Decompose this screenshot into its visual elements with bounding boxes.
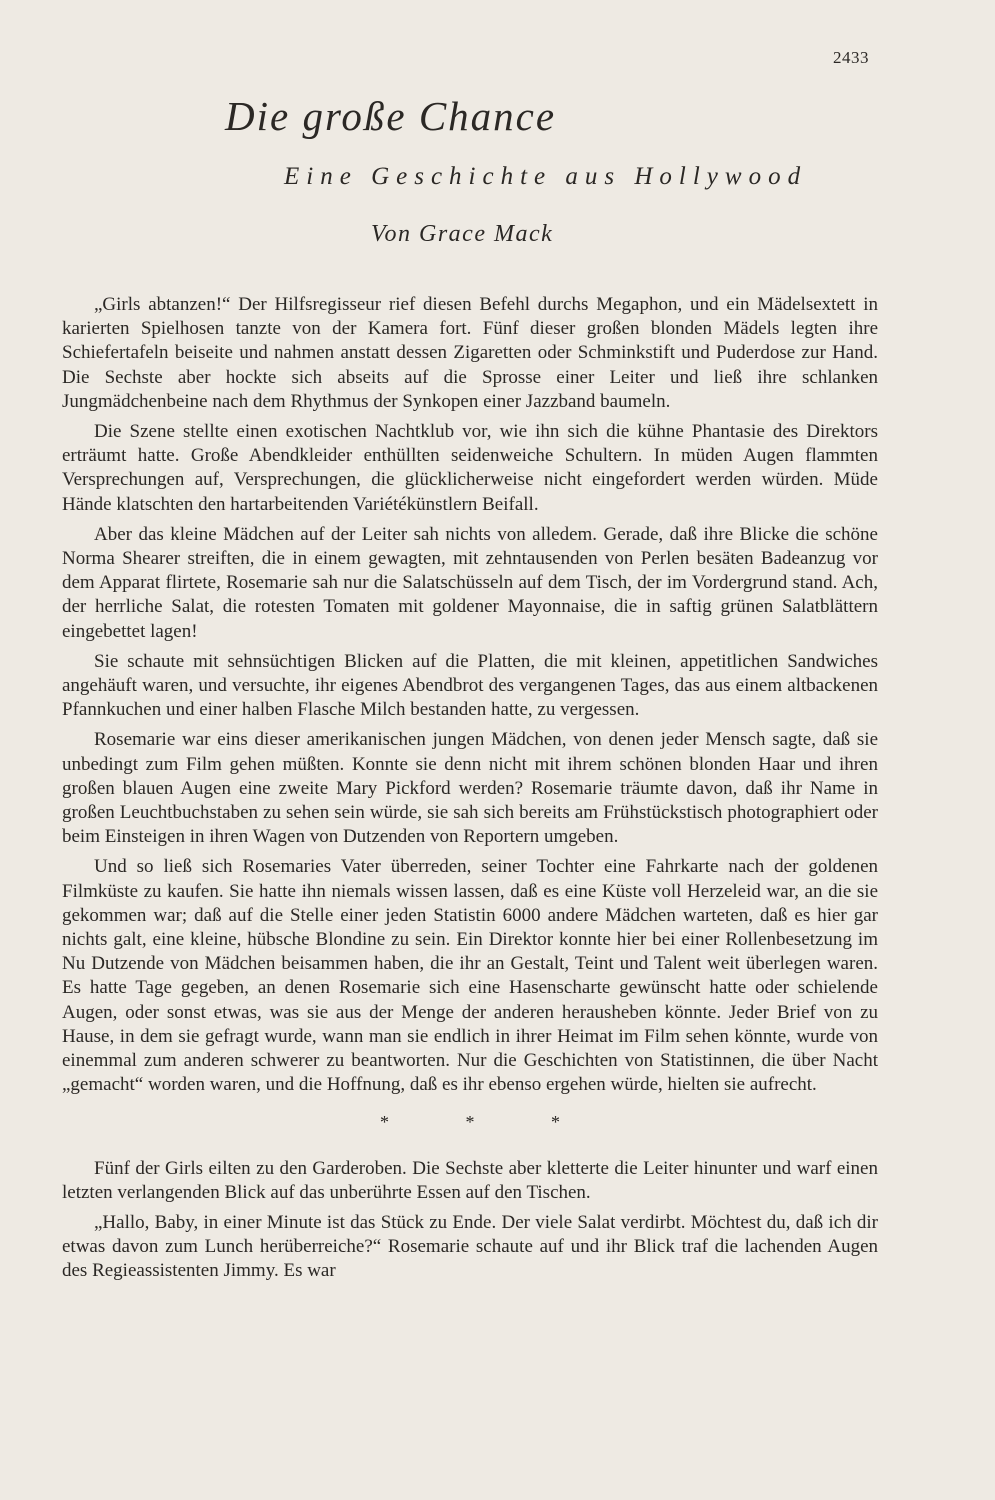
paragraph: Die Szene stellte einen exotischen Nachtklub vor, wie ihn sich die kühne Phantasie des Direktors erträumt hatte. Große Abendkleider enthüllten seidenweiche Schultern. In müden Augen flammten Versprechungen auf, Versprechungen, die glücklicherweise nicht eingefordert werden würden. Müde Hände klatschten den hartarbeitenden Variétékünstlern Beifall.: [62, 421, 878, 515]
section-separator: * * *: [380, 1111, 596, 1132]
paragraph: Rosemarie war eins dieser amerikanischen jungen Mädchen, von denen jeder Mensch sagte, daß sie unbedingt zum Film gehen müßten. Konnte sie denn nicht mit ihrem schönen blonden Haar und ihren großen blauen Augen eine zweite Mary Pickford werden? Rosemarie träumte davon, daß ihr Name in großen Leuchtbuchstaben zu sehen sein würde, sie sah sich bereits am Frühstückstisch photographiert oder beim Einsteigen in ihren Wagen von Dutzenden von Reportern umgeben.: [62, 729, 878, 848]
paragraph: Aber das kleine Mädchen auf der Leiter sah nichts von alledem. Gerade, daß ihre Blicke die schöne Norma Shearer streiften, die in einem gewagten, mit zehntausenden von Perlen besäten Badeanzug vor dem Apparat flirtete, Rosemarie sah nur die Salatschüsseln auf dem Tisch, der im Vordergrund stand. Ach, der herrliche Salat, die rotesten Tomaten mit goldener Mayonnaise, die in saftig grünen Salatblättern eingebettet lagen!: [62, 523, 878, 642]
page-number: 2433: [833, 48, 869, 67]
paragraph: „Hallo, Baby, in einer Minute ist das Stück zu Ende. Der viele Salat verdirbt. Möchtest du, daß ich dir etwas davon zum Lunch herüberreiche?“ Rosemarie schaute auf und ihr Blick traf die lachenden Augen des Regieassistenten Jimmy. Es war: [62, 1211, 878, 1282]
paragraph: Sie schaute mit sehnsüchtigen Blicken auf die Platten, die mit kleinen, appetitlichen Sandwiches angehäuft waren, und versuchte, ihr eigenes Abendbrot des vergangenen Tages, das aus einem altbackenen Pfannkuchen und einer halben Flasche Milch bestanden hatte, zu vergessen.: [62, 650, 878, 721]
author-byline: Von Grace Mack: [371, 221, 554, 247]
paragraph: „Girls abtanzen!“ Der Hilfsregisseur rief diesen Befehl durchs Megaphon, und ein Mädelsextett in karierten Spielhosen tanzte von der Kamera fort. Fünf dieser großen blonden Mädels legten ihre Schiefertafeln beiseite und nahmen anstatt dessen Zigaretten oder Schminkstift und Puderdose zur Hand. Die Sechste aber hockte sich abseits auf die Sprosse einer Leiter und ließ ihre schlanken Jungmädchenbeine nach dem Rhythmus der Synkopen einer Jazzband baumeln.: [62, 294, 878, 412]
story-title: Die große Chance: [225, 93, 557, 139]
article-body: [62, 293, 878, 1290]
story-subtitle: Eine Geschichte aus Hollywood: [284, 163, 808, 190]
paragraph: Und so ließ sich Rosemaries Vater überreden, seiner Tochter eine Fahrkarte nach der goldenen Filmküste zu kaufen. Sie hatte ihn niemals wissen lassen, daß es eine Küste voll Herzeleid war, an die sie gekommen war; daß auf die Stelle einer jeden Statistin 6000 andere Mädchen warteten, daß es hier gar nichts galt, eine kleine, hübsche Blondine zu sein. Ein Direktor konnte hier bei einer Rollenbesetzung im Nu Dutzende von Mädchen beisammen haben, die ihr an Gestalt, Teint und Talent weit überlegen waren. Es hatte Tage gegeben, an denen Rosemarie sich eine Hasenscharte gewünscht hatte oder schielende Augen, oder sonst etwas, was sie aus der Menge der anderen herausheben könnte. Jeder Brief von zu Hause, in dem sie gefragt wurde, wann man sie endlich in ihrer Heimat im Film sehen könnte, wurde von einemmal zum anderen schwerer zu beantworten. Nur die Geschichten von Statistinnen, die über Nacht „gemacht“ worden waren, und die Hoffnung, daß es ihr ebenso ergehen würde, hielten sie aufrecht.: [62, 856, 878, 1096]
paragraph: Fünf der Girls eilten zu den Garderoben. Die Sechste aber kletterte die Leiter hinunter und warf einen letzten verlangenden Blick auf das unberührte Essen auf den Tischen.: [62, 1157, 878, 1203]
